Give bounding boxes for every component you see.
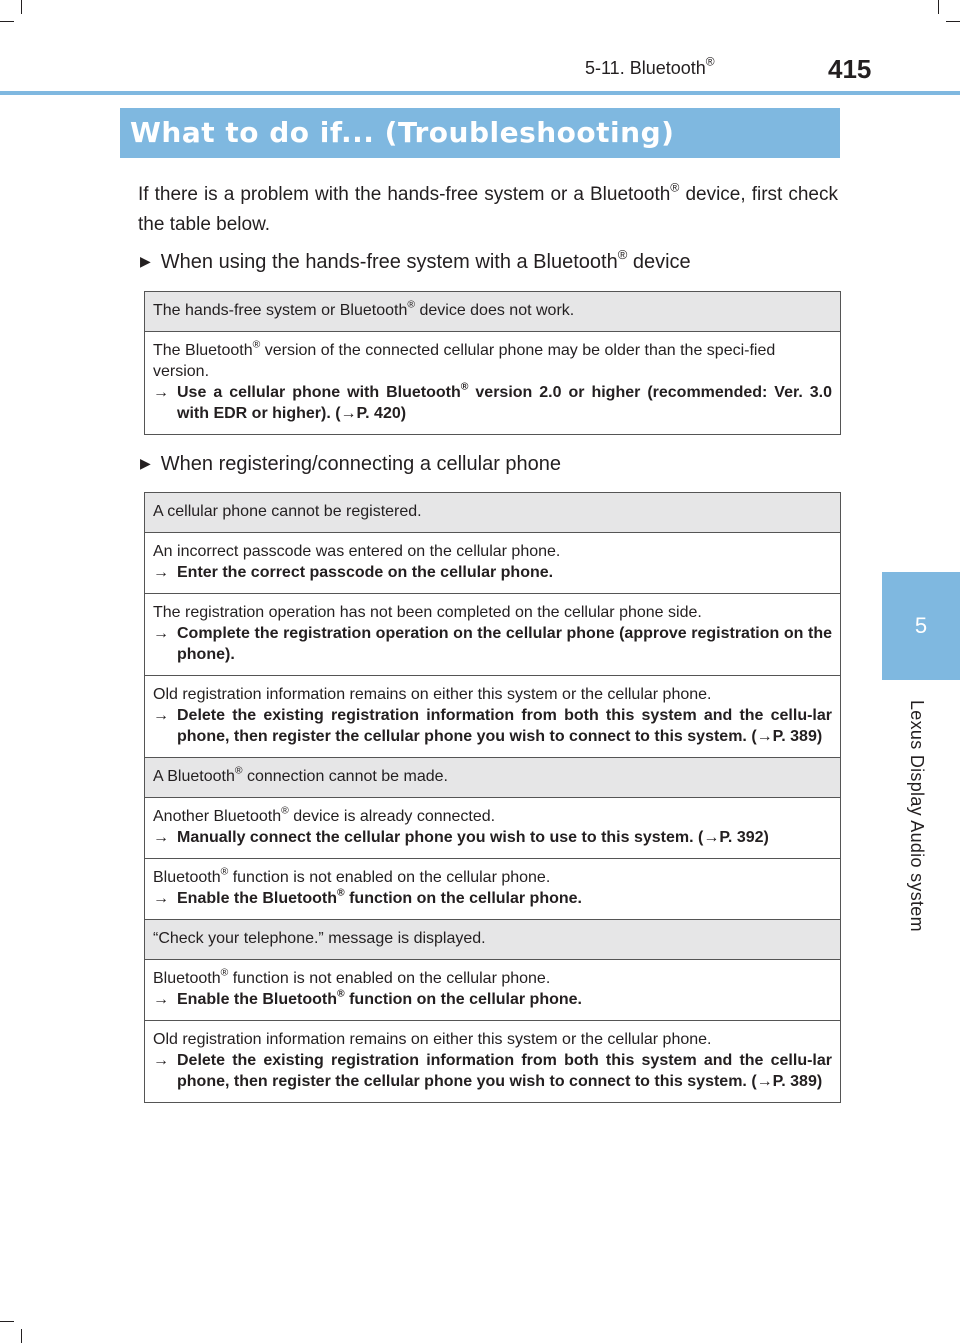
subheading-text: When using the hands-free system with a Bluetooth xyxy=(160,251,618,273)
registered-mark: ® xyxy=(705,54,715,69)
cause-text-part: function is not enabled on the cellular phone. xyxy=(228,869,551,886)
crop-mark xyxy=(0,1321,14,1322)
chapter-title: Lexus Display Audio system xyxy=(907,700,927,932)
remedy xyxy=(153,888,832,909)
cause-text xyxy=(153,867,832,888)
subheading-registering xyxy=(140,450,561,477)
cause-text: Old registration information remains on either this system or the cellular phone. xyxy=(153,1031,712,1048)
section-header-text: 5-11. Bluetooth xyxy=(585,58,706,78)
intro-text: If there is a problem with the hands-free system or a Bluetooth xyxy=(138,184,671,205)
table-row-symptom xyxy=(145,493,840,532)
table-row-cause xyxy=(145,331,840,434)
registered-mark: ® xyxy=(407,299,416,311)
remedy-text-part: version 2.0 or higher (recommended: Ver. 3.0 with EDR or higher). (→P. 420) xyxy=(177,384,833,422)
arrow-icon: → xyxy=(153,1052,169,1069)
section-header xyxy=(585,54,715,79)
cause-text xyxy=(153,806,832,827)
remedy-text xyxy=(177,888,832,909)
remedy xyxy=(153,1050,832,1092)
registered-mark: ® xyxy=(617,246,628,262)
registered-mark: ® xyxy=(670,180,680,195)
intro-text: device, first check the table below. xyxy=(138,184,838,235)
table-row-symptom xyxy=(145,919,840,959)
page-title: What to do if... (Troubleshooting) xyxy=(120,108,840,158)
registered-mark: ® xyxy=(220,866,229,878)
symptom-text: The hands-free system or Bluetooth xyxy=(153,302,408,319)
remedy xyxy=(153,623,832,665)
remedy xyxy=(153,989,832,1010)
cause-text-part: Another Bluetooth xyxy=(153,808,282,825)
intro-paragraph xyxy=(138,180,838,240)
remedy xyxy=(153,562,832,583)
cause-text-part: The Bluetooth xyxy=(153,342,253,359)
remedy-text xyxy=(177,989,832,1010)
remedy-text-part: Enable the Bluetooth xyxy=(177,890,337,907)
cause-text xyxy=(153,340,832,382)
arrow-icon: → xyxy=(153,829,169,846)
troubleshooting-table-registering xyxy=(144,492,841,1103)
table-row-cause xyxy=(145,675,840,757)
troubleshooting-table-hands-free xyxy=(144,291,841,435)
registered-mark: ® xyxy=(234,765,243,777)
symptom-text: “Check your telephone.” message is displayed. xyxy=(153,930,486,947)
table-row-symptom xyxy=(145,292,840,331)
registered-mark: ® xyxy=(220,967,229,979)
remedy-text-part: function on the cellular phone. xyxy=(344,991,582,1008)
cause-text: Old registration information remains on either this system or the cellular phone. xyxy=(153,686,712,703)
cause-text-part: function is not enabled on the cellular phone. xyxy=(228,970,551,987)
remedy-text xyxy=(177,382,832,424)
arrow-icon: → xyxy=(153,707,169,724)
cause-text: The registration operation has not been completed on the cellular phone side. xyxy=(153,604,702,621)
table-row-cause xyxy=(145,858,840,919)
cause-text-part: version of the connected cellular phone may be older than the speci-fied version. xyxy=(153,342,776,380)
chapter-number: 5 xyxy=(914,613,928,638)
symptom-text: A Bluetooth xyxy=(153,768,235,785)
crop-mark xyxy=(21,0,22,14)
chapter-tab xyxy=(882,572,960,680)
cause-text xyxy=(153,968,832,989)
table-row-cause xyxy=(145,797,840,858)
registered-mark: ® xyxy=(460,381,469,393)
remedy-text: Delete the existing registration information from both this system and the cellu-lar phone, then register the cellular phone you wish to connect to this system. (→P. 389) xyxy=(177,707,832,745)
triangle-bullet-icon: ▶ xyxy=(140,455,151,471)
table-row-cause xyxy=(145,959,840,1020)
arrow-icon: → xyxy=(153,625,169,642)
arrow-icon: → xyxy=(153,890,169,907)
remedy xyxy=(153,705,832,747)
remedy xyxy=(153,827,832,848)
remedy xyxy=(153,382,832,424)
arrow-icon: → xyxy=(153,384,169,401)
side-tab-divider xyxy=(882,568,960,570)
subheading-text: When registering/connecting a cellular phone xyxy=(160,453,562,475)
arrow-icon: → xyxy=(153,991,169,1008)
remedy-text: Delete the existing registration information from both this system and the cellu-lar phone, then register the cellular phone you wish to connect to this system. (→P. 389) xyxy=(177,1052,832,1090)
page-number: 415 xyxy=(828,54,872,84)
arrow-icon: → xyxy=(153,564,169,581)
table-row-cause xyxy=(145,593,840,675)
header-rule xyxy=(0,91,960,95)
cause-text: An incorrect passcode was entered on the cellular phone. xyxy=(153,543,561,560)
remedy-text-part: function on the cellular phone. xyxy=(344,890,582,907)
symptom-text: device does not work. xyxy=(415,302,575,319)
table-row-cause xyxy=(145,1020,840,1102)
triangle-bullet-icon: ▶ xyxy=(140,253,151,269)
cause-text-part: device is already connected. xyxy=(288,808,496,825)
subheading-text: device xyxy=(627,251,691,273)
remedy-text-part: Use a cellular phone with Bluetooth xyxy=(177,384,461,401)
remedy-text: Manually connect the cellular phone you wish to use to this system. (→P. 392) xyxy=(177,829,769,846)
remedy-text: Complete the registration operation on the cellular phone (approve registration on the phone). xyxy=(177,625,832,663)
crop-mark xyxy=(946,21,960,22)
registered-mark: ® xyxy=(337,887,345,899)
symptom-text: connection cannot be made. xyxy=(242,768,448,785)
crop-mark xyxy=(938,0,939,14)
crop-mark xyxy=(21,1329,22,1343)
registered-mark: ® xyxy=(337,988,345,1000)
registered-mark: ® xyxy=(252,339,261,351)
registered-mark: ® xyxy=(281,805,289,817)
subheading-hands-free xyxy=(140,248,691,275)
remedy-text-part: Enable the Bluetooth xyxy=(177,991,337,1008)
table-row-cause xyxy=(145,532,840,593)
crop-mark xyxy=(0,21,14,22)
cause-text-part: Bluetooth xyxy=(153,970,221,987)
remedy-text: Enter the correct passcode on the cellular phone. xyxy=(177,564,554,581)
cause-text-part: Bluetooth xyxy=(153,869,221,886)
symptom-text: A cellular phone cannot be registered. xyxy=(153,503,422,520)
table-row-symptom xyxy=(145,757,840,797)
